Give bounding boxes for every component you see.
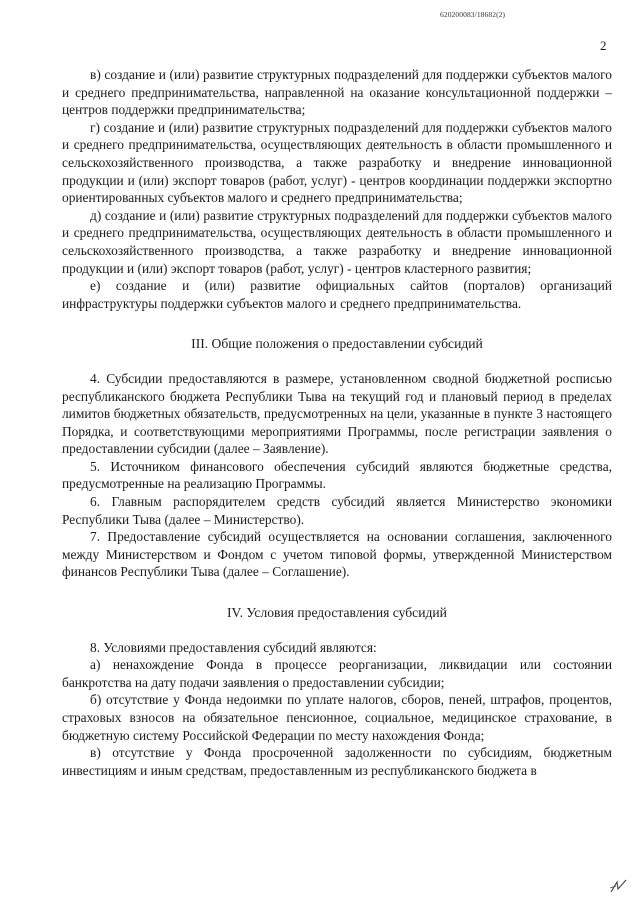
section-heading-4: IV. Условия предоставления субсидий: [227, 605, 447, 621]
paragraph: б) отсутствие у Фонда недоимки по уплате налогов, сборов, пеней, штрафов, процентов, страховых взносов на обязательное пенсионное, социальное, медицинское страхование, в бюджетную систему Российской Федерации по месту нахождения Фонда;: [62, 692, 612, 743]
initials-mark: [608, 877, 630, 895]
paragraph: в) создание и (или) развитие структурных подразделений для поддержки субъектов малого и среднего предпринимательства, направленной на оказание консультационной поддержки – центров поддержки предпринимательства;: [62, 67, 612, 118]
document-code: 620200083/18682(2): [440, 10, 506, 19]
paragraph: 4. Субсидии предоставляются в размере, установленном сводной бюджетной росписью республиканского бюджета Республики Тыва на текущий год и плановый период в пределах лимитов бюджетных обязательств, предусмотренных на цели, указанные в пункте 3 настоящего Порядка, и соответствующими мероприятиями Программы, после регистрации заявления о предоставлении субсидии (далее – Заявление).: [62, 370, 612, 457]
paragraph: г) создание и (или) развитие структурных подразделений для поддержки субъектов малого и среднего предпринимательства, осуществляющих деятельность в области промышленного и сельскохозяйственного производства, а также разработку и внедрение инновационной продукции и (или) экспорт товаров (работ, услуг) - центров координации поддержки экспортно ориентированных субъектов малого и среднего предпринимательства;: [62, 119, 612, 206]
document-body: [62, 66, 612, 779]
page-number: 2: [600, 38, 607, 53]
paragraph: а) ненахождение Фонда в процессе реорганизации, ликвидации или состоянии банкротства на дату подачи заявления о предоставлении субсидии;: [62, 657, 612, 690]
paragraph: е) создание и (или) развитие официальных сайтов (порталов) организаций инфраструктуры поддержки субъектов малого и среднего предпринимательства.: [62, 278, 612, 311]
paragraph: 5. Источником финансового обеспечения субсидий являются бюджетные средства, предусмотренные на реализацию Программы.: [62, 458, 612, 492]
paragraph: 7. Предоставление субсидий осуществляется на основании соглашения, заключенного между Министерством и Фондом с учетом типовой формы, утвержденной Министерством финансов Республики Тыва (далее – Соглашение).: [62, 529, 612, 580]
section-heading-3: III. Общие положения о предоставлении субсидий: [191, 336, 483, 352]
paragraph: 6. Главным распорядителем средств субсидий является Министерство экономики Республики Тыва (далее – Министерство).: [62, 494, 612, 527]
paragraph: в) отсутствие у Фонда просроченной задолженности по субсидиям, бюджетным инвестициям и иным средствам, предоставленным из республиканского бюджета в: [62, 745, 612, 778]
paragraph: 8. Условиями предоставления субсидий являются:: [90, 639, 377, 655]
paragraph: д) создание и (или) развитие структурных подразделений для поддержки субъектов малого и среднего предпринимательства, осуществляющих деятельность в области промышленного и сельскохозяйственного производства, а также разработку и внедрение инновационной продукции и (или) экспорт товаров (работ, услуг) - центров кластерного развития;: [62, 207, 612, 276]
